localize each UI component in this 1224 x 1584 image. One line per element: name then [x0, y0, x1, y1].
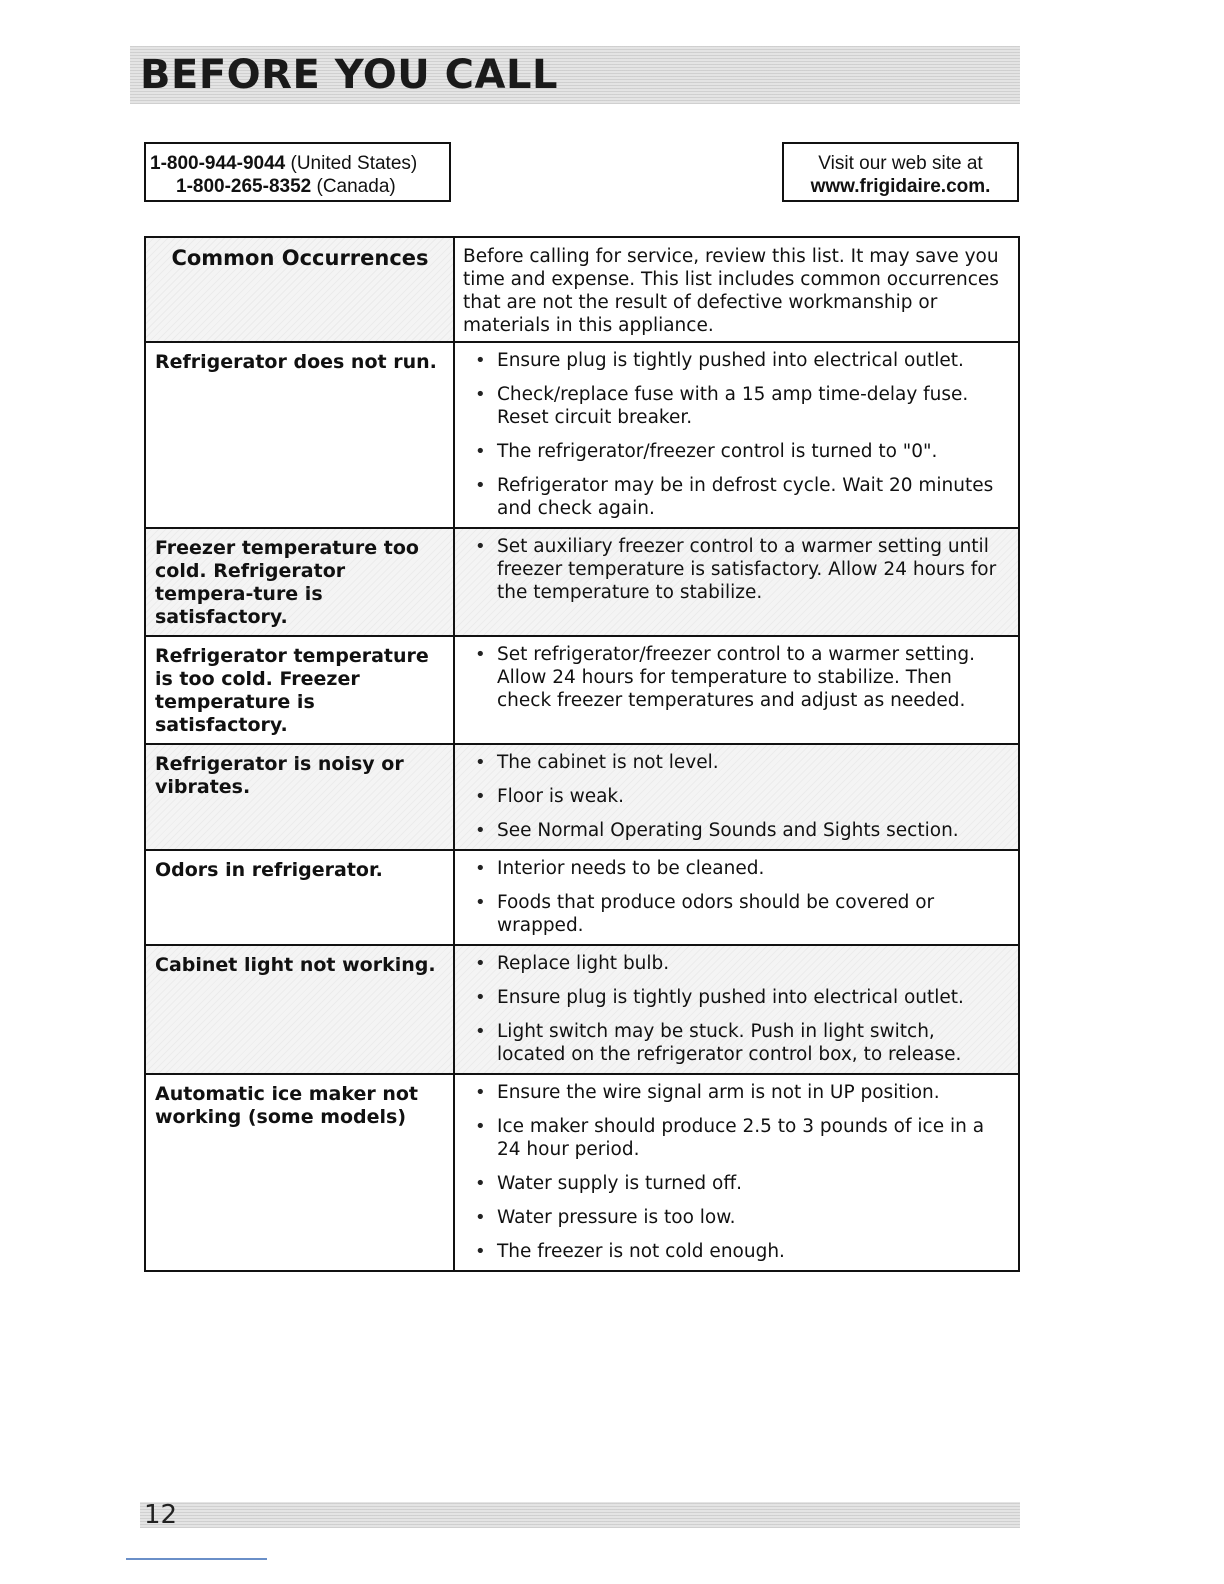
solution-item: • Set refrigerator/freezer control to a warmer setting. Allow 24 hours for temperature to stabilize. Then check freezer temperatures and adjust as needed.	[475, 643, 1006, 712]
us-phone-line	[150, 152, 449, 175]
solutions-list	[475, 952, 1006, 1066]
troubleshooting-table	[144, 236, 1020, 1272]
solutions-list	[475, 643, 1006, 712]
table-row	[145, 945, 1019, 1074]
problem-cell: Refrigerator temperature is too cold. Freezer temperature is satisfactory.	[145, 636, 454, 744]
solution-item: • Refrigerator may be in defrost cycle. Wait 20 minutes and check again.	[475, 474, 1006, 520]
table-row	[145, 744, 1019, 850]
intro-text: Before calling for service, review this list. It may save you time and expense. This list includes common occurrences that are not the result of defective workmanship or materials in this appliance.	[454, 237, 1019, 342]
phone-contact-box	[144, 142, 451, 202]
solutions-cell	[454, 1074, 1019, 1271]
problem-cell: Refrigerator does not run.	[145, 342, 454, 528]
solution-item: • Light switch may be stuck. Push in light switch, located on the refrigerator control box, to release.	[475, 1020, 1006, 1066]
solution-item: • Water supply is turned off.	[475, 1172, 1006, 1195]
solution-item: • Water pressure is too low.	[475, 1206, 1006, 1229]
solutions-list	[475, 751, 1006, 842]
solutions-list	[475, 535, 1006, 604]
solution-item: • The refrigerator/freezer control is turned to "0".	[475, 440, 1006, 463]
bottom-divider	[126, 1558, 267, 1560]
solutions-cell	[454, 528, 1019, 636]
solution-item: • Check/replace fuse with a 15 amp time-delay fuse. Reset circuit breaker.	[475, 383, 1006, 429]
table-row	[145, 1074, 1019, 1271]
website-text: Visit our web site at	[818, 153, 983, 174]
website-box	[782, 142, 1019, 202]
intro-row	[145, 237, 1019, 342]
header-banner	[130, 46, 1020, 104]
solution-item: • The freezer is not cold enough.	[475, 1240, 1006, 1263]
canada-phone-number[interactable]: 1-800-265-8352	[176, 176, 312, 197]
solution-item: • Ensure plug is tightly pushed into electrical outlet.	[475, 986, 1006, 1009]
table-row	[145, 342, 1019, 528]
canada-phone-line	[150, 175, 449, 198]
table-row	[145, 528, 1019, 636]
solution-item: • Interior needs to be cleaned.	[475, 857, 1006, 880]
problem-cell: Automatic ice maker not working (some models)	[145, 1074, 454, 1271]
solutions-cell	[454, 945, 1019, 1074]
problem-cell: Odors in refrigerator.	[145, 850, 454, 945]
solutions-list	[475, 857, 1006, 937]
solutions-list	[475, 349, 1006, 520]
solution-item: • Ensure plug is tightly pushed into electrical outlet.	[475, 349, 1006, 372]
us-phone-number[interactable]: 1-800-944-9044	[150, 153, 286, 174]
solution-item: • The cabinet is not level.	[475, 751, 1006, 774]
page-title: BEFORE YOU CALL	[140, 52, 558, 98]
solution-item: • Set auxiliary freezer control to a warmer setting until freezer temperature is satisfactory. Allow 24 hours for the temperature to stabilize.	[475, 535, 1006, 604]
solution-item: • Foods that produce odors should be covered or wrapped.	[475, 891, 1006, 937]
solutions-cell	[454, 744, 1019, 850]
us-phone-label: (United States)	[290, 153, 418, 174]
problem-cell: Cabinet light not working.	[145, 945, 454, 1074]
problem-cell: Freezer temperature too cold. Refrigerator tempera-ture is satisfactory.	[145, 528, 454, 636]
solution-item: • Ice maker should produce 2.5 to 3 pounds of ice in a 24 hour period.	[475, 1115, 1006, 1161]
table-row	[145, 636, 1019, 744]
footer-bar	[140, 1502, 1020, 1528]
page-number: 12	[144, 1500, 178, 1530]
solution-item: • See Normal Operating Sounds and Sights section.	[475, 819, 1006, 842]
canada-phone-label: (Canada)	[316, 176, 396, 197]
solutions-cell	[454, 850, 1019, 945]
solution-item: • Ensure the wire signal arm is not in UP position.	[475, 1081, 1006, 1104]
intro-heading: Common Occurrences	[145, 237, 454, 342]
website-link[interactable]: www.frigidaire.com.	[810, 176, 991, 197]
table-row	[145, 850, 1019, 945]
solutions-list	[475, 1081, 1006, 1263]
solutions-cell	[454, 342, 1019, 528]
solutions-cell	[454, 636, 1019, 744]
solution-item: • Replace light bulb.	[475, 952, 1006, 975]
solution-item: • Floor is weak.	[475, 785, 1006, 808]
problem-cell: Refrigerator is noisy or vibrates.	[145, 744, 454, 850]
